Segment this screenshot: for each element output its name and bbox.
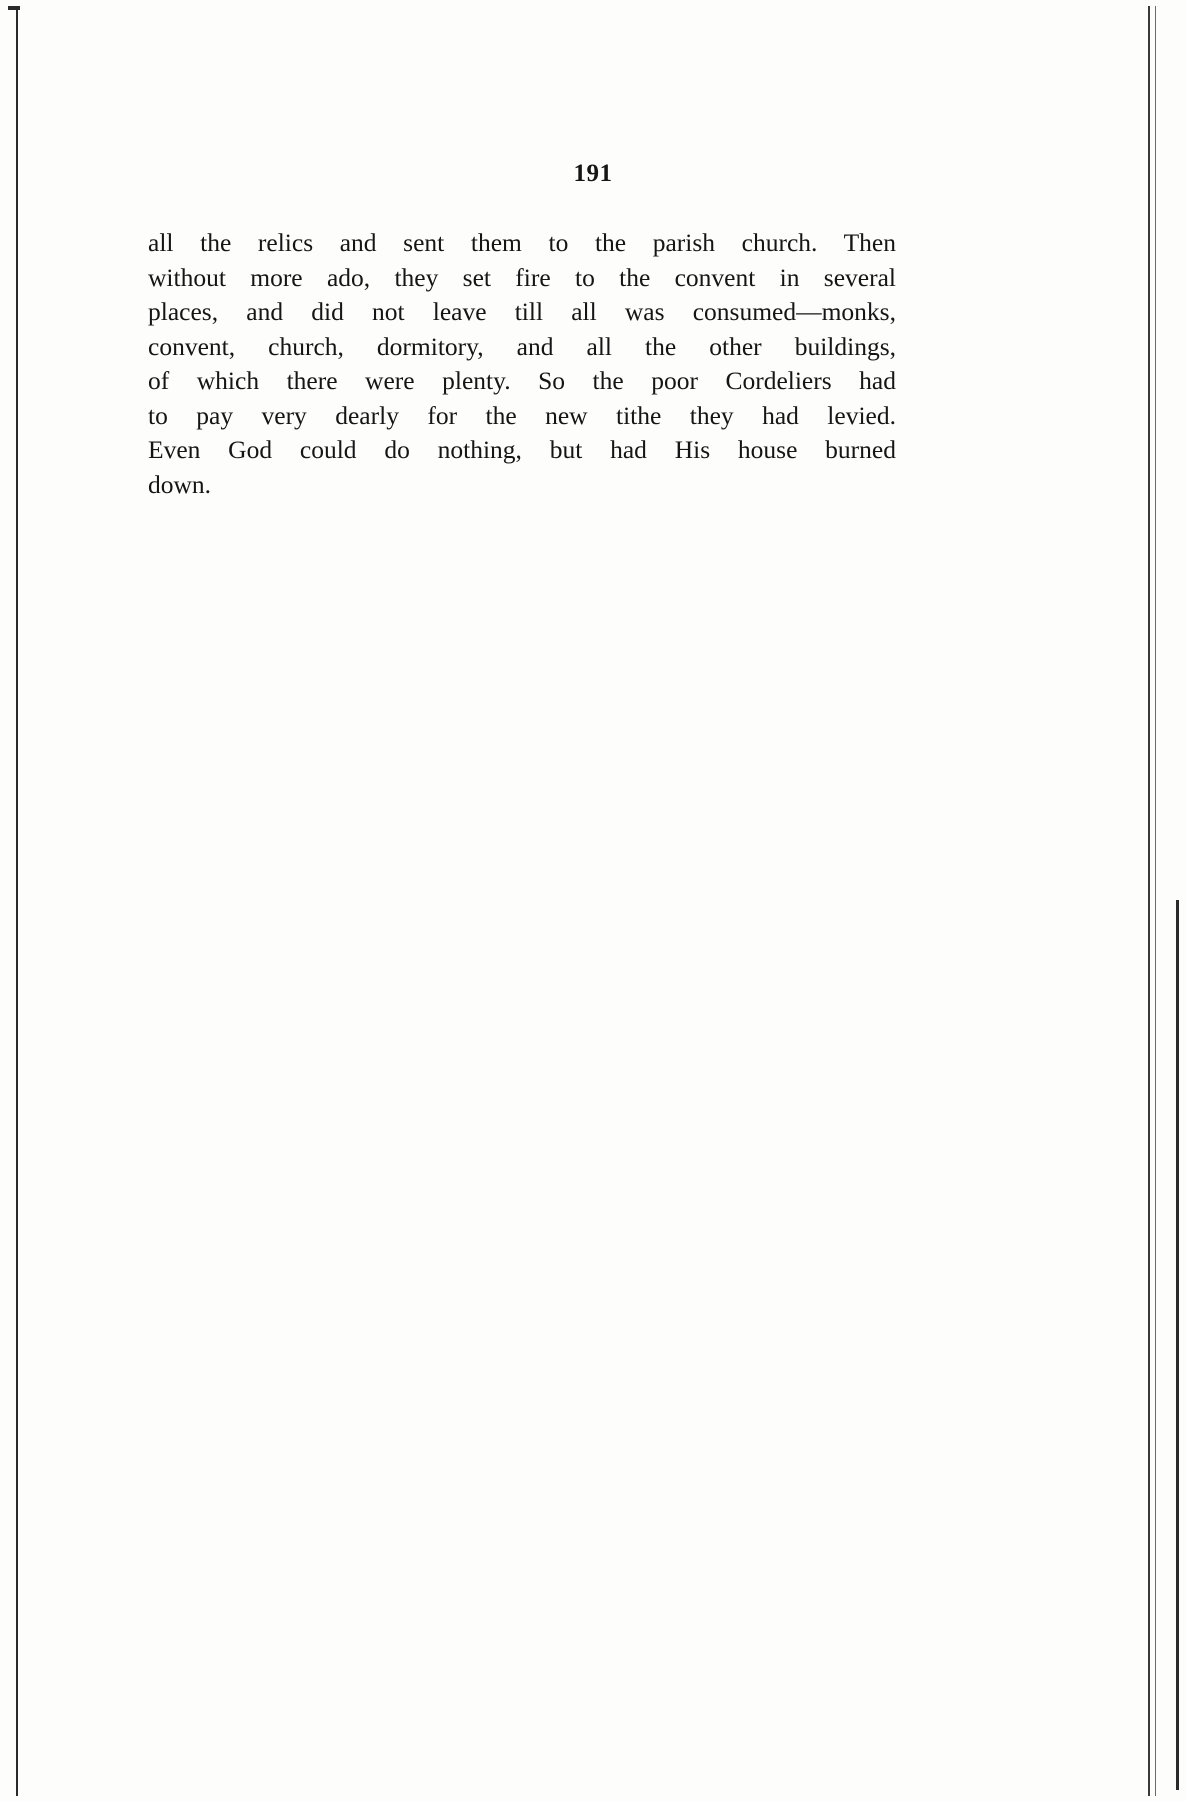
- text-line: of which there were plenty. So the poor Cordeliers had: [148, 366, 896, 395]
- scan-edge-right-inner: [1155, 6, 1156, 1796]
- page-number: 191: [573, 160, 613, 187]
- text-line: all the relics and sent them to the parish church. Then: [148, 228, 896, 257]
- scan-edge-right-outer: [1176, 900, 1179, 1790]
- text-line: Even God could do nothing, but had His house burned: [148, 435, 896, 464]
- text-line: down.: [148, 469, 212, 499]
- text-line: without more ado, they set fire to the convent in several: [148, 262, 896, 292]
- scan-edge-left: [16, 6, 18, 1796]
- body-text: [148, 226, 896, 502]
- text-line: to pay very dearly for the new tithe they had levied.: [148, 400, 896, 430]
- scan-edge-mark: [8, 6, 20, 10]
- text-line: convent, church, dormitory, and all the other buildings,: [148, 331, 896, 361]
- scan-edge-right: [1148, 6, 1150, 1796]
- text-line: places, and did not leave till all was consumed—monks,: [148, 297, 896, 326]
